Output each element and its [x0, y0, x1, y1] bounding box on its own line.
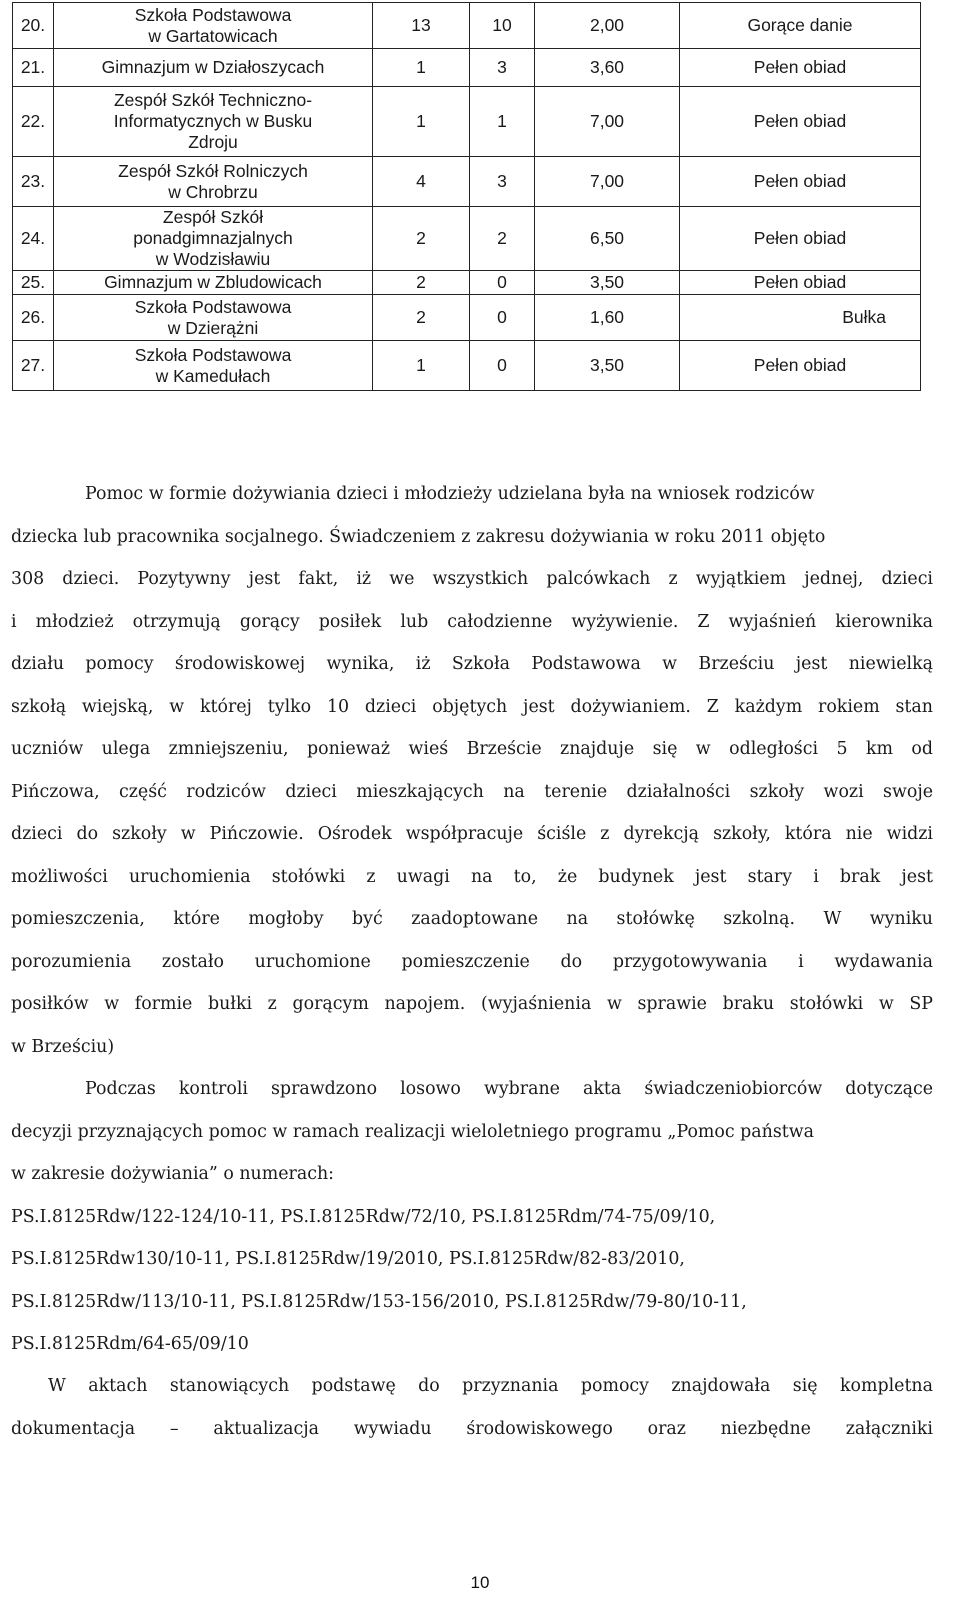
- school-name-cell: Zespół Szkół Techniczno- Informatycznych w Busku Zdroju: [54, 87, 373, 157]
- text-line: PS.I.8125Rdw130/10-11, PS.I.8125Rdw/19/2010, PS.I.8125Rdw/82-83/2010,: [11, 1249, 685, 1269]
- text-line: PS.I.8125Rdw/122-124/10-11, PS.I.8125Rdw/72/10, PS.I.8125Rdm/74-75/09/10,: [11, 1206, 716, 1227]
- text-line: PS.I.8125Rdw/113/10-11, PS.I.8125Rdw/153-156/2010, PS.I.8125Rdw/79-80/10-11,: [11, 1291, 747, 1312]
- value-b-cell: 0: [470, 271, 535, 295]
- table-row: [13, 207, 921, 271]
- text-line: pomieszczenia, które mogłoby być zaadoptowane na stołówkę szkolną. W wyniku: [11, 909, 933, 929]
- meal-form-cell: Pełen obiad: [680, 157, 921, 207]
- table-row: [13, 49, 921, 87]
- value-a-cell: 1: [373, 87, 470, 157]
- text-line: dziecka lub pracownika socjalnego. Świadczeniem z zakresu dożywiania w roku 2011 objęto: [11, 526, 826, 547]
- meal-form-cell: Pełen obiad: [680, 341, 921, 391]
- value-b-cell: 3: [470, 157, 535, 207]
- price-cell: 3,60: [535, 49, 680, 87]
- value-a-cell: 2: [373, 207, 470, 271]
- school-name-cell: Gimnazjum w Działoszycach: [54, 49, 373, 87]
- text-line: w Brześciu): [11, 1036, 115, 1057]
- price-cell: 2,00: [535, 3, 680, 49]
- text-line: szkołą wiejską, w której tylko 10 dzieci objętych jest dożywianiem. Z każdym rokiem stan: [11, 696, 933, 717]
- value-a-cell: 2: [373, 295, 470, 341]
- table-row: [13, 295, 921, 341]
- row-number-cell: 26.: [13, 295, 54, 341]
- value-a-cell: 1: [373, 341, 470, 391]
- meal-form-cell: Gorące danie: [680, 3, 921, 49]
- table-row: [13, 87, 921, 157]
- school-name-cell: Szkoła Podstawowa w Kamedułach: [54, 341, 373, 391]
- value-b-cell: 10: [470, 3, 535, 49]
- text-line: decyzji przyznających pomoc w ramach realizacji wieloletniego programu „Pomoc państwa: [11, 1121, 815, 1142]
- school-name-cell: Gimnazjum w Zbludowicach: [54, 271, 373, 295]
- value-a-cell: 1: [373, 49, 470, 87]
- meal-form-cell: Pełen obiad: [680, 271, 921, 295]
- row-number-cell: 20.: [13, 3, 54, 49]
- row-number-cell: 24.: [13, 207, 54, 271]
- text-line: porozumienia zostało uruchomione pomieszczenie do przygotowywania i wydawania: [11, 951, 933, 972]
- school-name-cell: Szkoła Podstawowa w Gartatowicach: [54, 3, 373, 49]
- text-line: w zakresie dożywiania” o numerach:: [11, 1164, 335, 1184]
- text-line: Pińczowa, część rodziców dzieci mieszkających na terenie działalności szkoły wozi swoje: [11, 781, 933, 802]
- text-line: uczniów ulega zmniejszeniu, ponieważ wieś Brzeście znajduje się w odległości 5 km od: [11, 739, 933, 759]
- value-b-cell: 0: [470, 295, 535, 341]
- text-line: PS.I.8125Rdm/64-65/09/10: [11, 1334, 249, 1354]
- row-number-cell: 27.: [13, 341, 54, 391]
- value-a-cell: 4: [373, 157, 470, 207]
- value-b-cell: 0: [470, 341, 535, 391]
- value-a-cell: 2: [373, 271, 470, 295]
- text-line: 308 dzieci. Pozytywny jest fakt, iż we wszystkich palcówkach z wyjątkiem jednej, dzieci: [11, 569, 933, 589]
- row-number-cell: 23.: [13, 157, 54, 207]
- text-line: Podczas kontroli sprawdzono losowo wybrane akta świadczeniobiorców dotyczące: [85, 1079, 933, 1099]
- value-a-cell: 13: [373, 3, 470, 49]
- paragraph-3: [11, 1365, 933, 1450]
- table-row: [13, 3, 921, 49]
- meal-form-cell: Bułka: [680, 295, 921, 341]
- table-row: [13, 341, 921, 391]
- value-b-cell: 2: [470, 207, 535, 271]
- price-cell: 7,00: [535, 157, 680, 207]
- paragraph-1: [11, 473, 933, 1068]
- text-line: dzieci do szkoły w Pińczowie. Ośrodek współpracuje ściśle z dyrekcją szkoły, która nie widzi: [11, 824, 933, 844]
- text-line: W aktach stanowiących podstawę do przyznania pomocy znajdowała się kompletna: [48, 1376, 933, 1396]
- school-name-cell: Szkoła Podstawowa w Dzierążni: [54, 295, 373, 341]
- text-line: Pomoc w formie dożywiania dzieci i młodzieży udzielana była na wniosek rodziców: [85, 484, 815, 504]
- row-number-cell: 22.: [13, 87, 54, 157]
- school-name-cell: Zespół Szkół Rolniczych w Chrobrzu: [54, 157, 373, 207]
- meal-form-cell: Pełen obiad: [680, 87, 921, 157]
- meal-form-cell: Pełen obiad: [680, 49, 921, 87]
- text-line: i młodzież otrzymują gorący posiłek lub całodzienne wyżywienie. Z wyjaśnień kierownika: [11, 611, 933, 632]
- schools-table: [12, 2, 921, 391]
- table-row: [13, 271, 921, 295]
- price-cell: 1,60: [535, 295, 680, 341]
- text-line: możliwości uruchomienia stołówki z uwagi na to, że budynek jest stary i brak jest: [11, 866, 933, 887]
- paragraph-2: [11, 1068, 933, 1366]
- price-cell: 3,50: [535, 271, 680, 295]
- value-b-cell: 1: [470, 87, 535, 157]
- price-cell: 6,50: [535, 207, 680, 271]
- page-number: 10: [470, 1573, 490, 1592]
- text-line: działu pomocy środowiskowej wynika, iż Szkoła Podstawowa w Brześciu jest niewielką: [11, 654, 933, 674]
- text-line: posiłków w formie bułki z gorącym napojem. (wyjaśnienia w sprawie braku stołówki w SP: [11, 994, 933, 1014]
- table-row: [13, 157, 921, 207]
- meal-form-cell: Pełen obiad: [680, 207, 921, 271]
- row-number-cell: 21.: [13, 49, 54, 87]
- price-cell: 3,50: [535, 341, 680, 391]
- row-number-cell: 25.: [13, 271, 54, 295]
- value-b-cell: 3: [470, 49, 535, 87]
- price-cell: 7,00: [535, 87, 680, 157]
- text-line: dokumentacja – aktualizacja wywiadu środowiskowego oraz niezbędne załączniki: [11, 1418, 933, 1439]
- school-name-cell: Zespół Szkół ponadgimnazjalnych w Wodzisławiu: [54, 207, 373, 271]
